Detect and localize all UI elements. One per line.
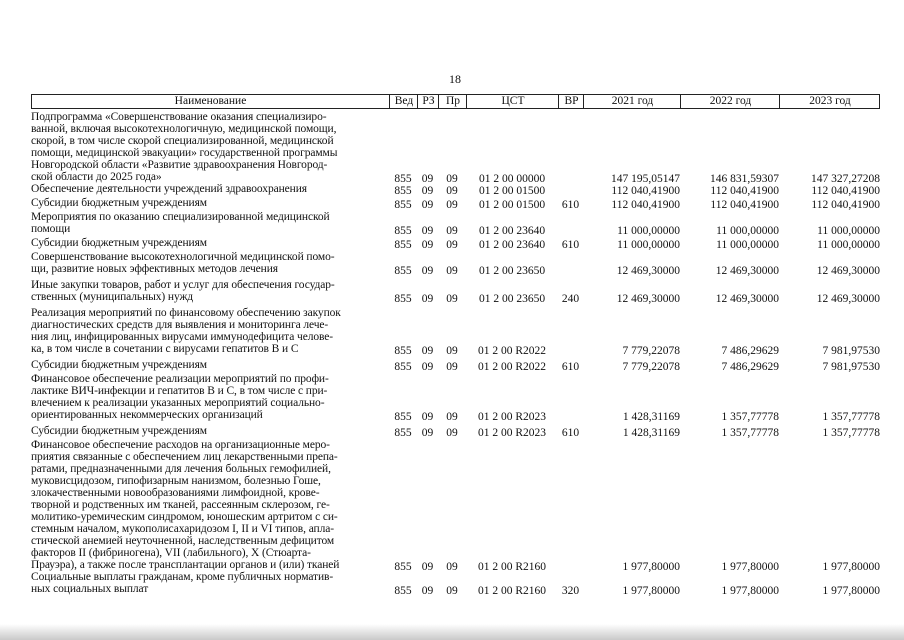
row-ved: 855 (394, 561, 412, 573)
table-header (31, 94, 880, 109)
header-cst: ЦСТ (466, 95, 559, 108)
header-2022: 2022 год (680, 95, 780, 108)
row-name: Реализация мероприятий по финансовому обеспечению закупок диагностических средств для выявления и мониторинга лече- ния лиц, инфицированных вирусами иммунодефицита челове- ка, в том числе в сочетании с вирусами гепатитов В и С (31, 307, 341, 355)
row-pr: 09 (446, 239, 458, 251)
table-row (0, 211, 904, 237)
row-name: Субсидии бюджетным учреждениям (31, 197, 207, 209)
row-pr: 09 (446, 293, 458, 305)
row-pr: 09 (446, 361, 458, 373)
row-rz: 09 (421, 361, 434, 373)
row-name: Субсидии бюджетным учреждениям (31, 359, 207, 371)
row-y2021: 1 977,80000 (622, 561, 680, 573)
table-row (0, 251, 904, 277)
row-cst: 01 2 00 23640 (478, 225, 546, 237)
row-pr: 09 (446, 185, 458, 197)
row-pr: 09 (446, 561, 458, 573)
row-y2022: 12 469,30000 (715, 265, 779, 277)
row-y2021: 147 195,05147 (611, 173, 680, 185)
row-vr: 610 (561, 361, 580, 373)
row-y2023: 1 357,77778 (822, 427, 880, 439)
row-vr: 610 (561, 199, 580, 211)
row-y2023: 1 977,80000 (822, 585, 880, 597)
row-cst: 01 2 00 00000 (478, 173, 546, 185)
row-y2023: 147 327,27208 (811, 173, 880, 185)
table-row (0, 237, 904, 251)
row-name: Обеспечение деятельности учреждений здравоохранения (31, 183, 307, 195)
row-y2022: 7 486,29629 (721, 361, 779, 373)
row-cst: 01 2 00 23650 (478, 265, 546, 277)
row-y2022: 1 977,80000 (721, 561, 779, 573)
row-y2021: 12 469,30000 (616, 265, 680, 277)
header-ved: Вед (389, 95, 418, 108)
row-y2022: 112 040,41900 (710, 185, 779, 197)
row-y2022: 112 040,41900 (710, 199, 779, 211)
table-row (0, 197, 904, 211)
row-name: Субсидии бюджетным учреждениям (31, 425, 207, 437)
row-y2022: 12 469,30000 (715, 293, 779, 305)
row-y2023: 12 469,30000 (816, 293, 880, 305)
row-pr: 09 (446, 411, 458, 423)
row-y2022: 1 977,80000 (721, 585, 779, 597)
table-row (0, 359, 904, 373)
row-y2023: 12 469,30000 (816, 265, 880, 277)
table-row (0, 279, 904, 305)
row-rz: 09 (421, 239, 434, 251)
row-cst: 01 2 00 01500 (478, 199, 546, 211)
row-y2022: 1 357,77778 (721, 411, 779, 423)
row-pr: 09 (446, 585, 458, 597)
row-y2023: 112 040,41900 (811, 185, 880, 197)
row-rz: 09 (421, 561, 434, 573)
row-name: Подпрограмма «Совершенствование оказания специализиро- ванной, включая высокотехнологичную, медицинской помощи, скорой, в том числе скорой специализированной, медицинской помощи, медицинской эвакуации» государственной программы Новгородской области «Развитие здравоохранения Новгород- ской области до 2025 года» (31, 111, 338, 183)
row-name: Субсидии бюджетным учреждениям (31, 237, 207, 249)
row-rz: 09 (421, 293, 434, 305)
row-ved: 855 (394, 345, 412, 357)
row-y2022: 11 000,00000 (716, 225, 779, 237)
scan-edge (0, 624, 904, 640)
row-rz: 09 (421, 173, 434, 185)
row-ved: 855 (394, 411, 412, 423)
row-y2022: 7 486,29629 (721, 345, 779, 357)
row-y2021: 12 469,30000 (616, 293, 680, 305)
row-y2023: 1 977,80000 (822, 561, 880, 573)
row-ved: 855 (394, 185, 412, 197)
row-vr: 610 (561, 427, 580, 439)
row-name: Финансовое обеспечение реализации мероприятий по профи- лактике ВИЧ-инфекции и гепатитов В и С, в том числе с при- влечением к реализации указанных мероприятий социально- ориентированных некоммерческих организаций (31, 373, 329, 421)
row-y2021: 112 040,41900 (611, 185, 680, 197)
row-y2021: 11 000,00000 (617, 239, 680, 251)
header-rz: РЗ (417, 95, 439, 108)
row-y2021: 11 000,00000 (617, 225, 680, 237)
row-y2021: 112 040,41900 (611, 199, 680, 211)
row-rz: 09 (421, 345, 434, 357)
header-pr: Пр (438, 95, 467, 108)
row-ved: 855 (394, 225, 412, 237)
row-y2023: 1 357,77778 (822, 411, 880, 423)
row-cst: 01 2 00 R2022 (477, 345, 547, 357)
table-row (0, 425, 904, 439)
row-ved: 855 (394, 585, 412, 597)
header-vr: ВР (558, 95, 584, 108)
row-cst: 01 2 00 01500 (478, 185, 546, 197)
row-rz: 09 (421, 265, 434, 277)
row-name: Мероприятия по оказанию специализированной медицинской помощи (31, 211, 330, 235)
table-row (0, 183, 904, 197)
row-y2022: 146 831,59307 (710, 173, 779, 185)
row-ved: 855 (394, 199, 412, 211)
row-y2023: 112 040,41900 (811, 199, 880, 211)
row-y2021: 1 977,80000 (622, 585, 680, 597)
row-y2022: 1 357,77778 (721, 427, 779, 439)
row-cst: 01 2 00 R2160 (477, 561, 547, 573)
row-pr: 09 (446, 427, 458, 439)
row-cst: 01 2 00 R2160 (477, 585, 547, 597)
header-2023: 2023 год (779, 95, 880, 108)
row-vr: 240 (561, 293, 580, 305)
row-cst: 01 2 00 R2023 (477, 427, 547, 439)
row-rz: 09 (421, 585, 434, 597)
row-y2022: 11 000,00000 (716, 239, 779, 251)
row-y2023: 11 000,00000 (817, 225, 880, 237)
row-y2021: 1 428,31169 (622, 427, 680, 439)
row-ved: 855 (394, 265, 412, 277)
page-number: 18 (449, 72, 461, 86)
row-rz: 09 (421, 225, 434, 237)
row-vr: 320 (561, 585, 580, 597)
row-y2023: 7 981,97530 (822, 361, 880, 373)
row-rz: 09 (421, 185, 434, 197)
row-y2021: 1 428,31169 (622, 411, 680, 423)
header-name: Наименование (174, 95, 247, 107)
row-pr: 09 (446, 265, 458, 277)
header-2021: 2021 год (583, 95, 681, 108)
row-cst: 01 2 00 R2022 (477, 361, 547, 373)
row-pr: 09 (446, 173, 458, 185)
row-pr: 09 (446, 225, 458, 237)
row-y2021: 7 779,22078 (622, 361, 680, 373)
row-ved: 855 (394, 239, 412, 251)
row-rz: 09 (421, 427, 434, 439)
table-row (0, 439, 904, 573)
table-row (0, 571, 904, 597)
row-y2021: 7 779,22078 (622, 345, 680, 357)
row-ved: 855 (394, 427, 412, 439)
row-y2023: 11 000,00000 (817, 239, 880, 251)
table-row (0, 307, 904, 357)
row-rz: 09 (421, 411, 434, 423)
row-name: Иные закупки товаров, работ и услуг для обеспечения государ- ственных (муниципальных) нужд (31, 279, 335, 303)
row-cst: 01 2 00 23640 (478, 239, 546, 251)
row-ved: 855 (394, 173, 412, 185)
row-cst: 01 2 00 23650 (478, 293, 546, 305)
row-cst: 01 2 00 R2023 (477, 411, 547, 423)
row-y2023: 7 981,97530 (822, 345, 880, 357)
row-pr: 09 (446, 345, 458, 357)
table-row (0, 111, 904, 185)
row-name: Финансовое обеспечение расходов на организационные меро- приятия связанные с обеспечением лиц лекарственными препа- ратами, предназначенными для лечения больных гемофилией, муковисцидозом, гипофизарным нанизмом, болезнью Гоше, злокачественными новообразованиями лимфоидной, крове- творной и родственных им тканей, рассеянным склерозом, ге- молитико-уремическим синдромом, юношеским артритом с си- стемным началом, мукополисахаридозом I, II и VI типов, апла- стической анемией неуточненной, наследственным дефицитом факторов II (фибриногена), VII (лабильного), X (Стюарта- Прауэра), а также после трансплантации органов и (или) тканей (31, 439, 340, 571)
table-row (0, 373, 904, 423)
row-ved: 855 (394, 361, 412, 373)
row-rz: 09 (421, 199, 434, 211)
row-name: Совершенствование высокотехнологичной медицинской помо- щи, развитие новых эффективных методов лечения (31, 251, 335, 275)
row-vr: 610 (561, 239, 580, 251)
row-name: Социальные выплаты гражданам, кроме публичных норматив- ных социальных выплат (31, 571, 334, 595)
row-pr: 09 (446, 199, 458, 211)
row-ved: 855 (394, 293, 412, 305)
